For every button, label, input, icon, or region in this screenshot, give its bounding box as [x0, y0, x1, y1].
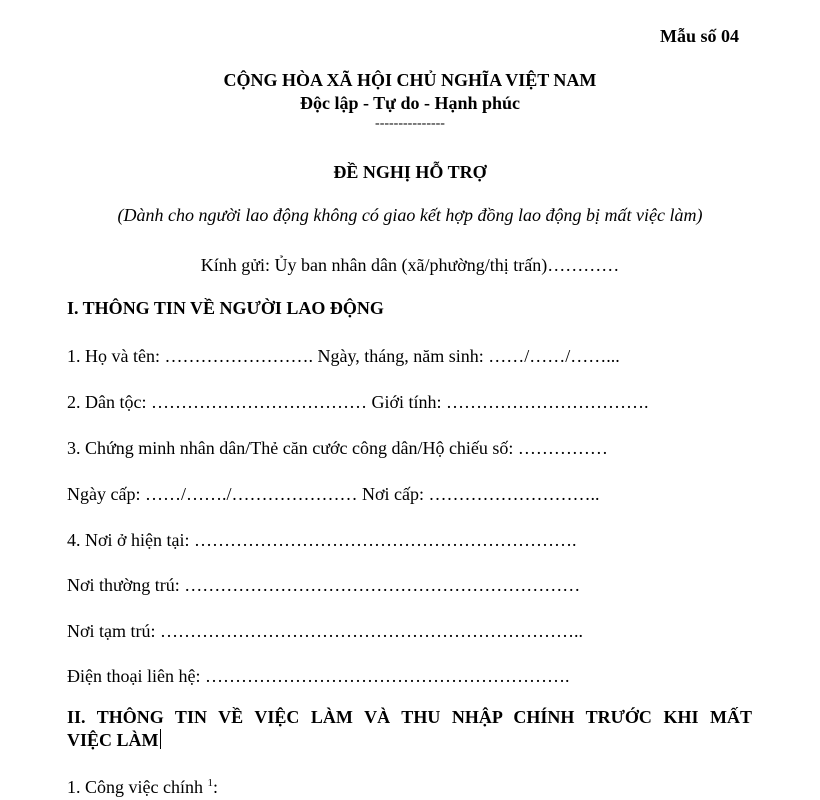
section-2-heading-line2-text: VIỆC LÀM	[67, 730, 159, 750]
header-separator: ---------------	[375, 116, 445, 131]
field-phone[interactable]: Điện thoại liên hệ: …………………………………………………….	[67, 666, 570, 686]
field-id-number[interactable]: 3. Chứng minh nhân dân/Thẻ căn cước công dân/Hộ chiếu số: ……………	[67, 438, 608, 458]
national-motto: Độc lập - Tự do - Hạnh phúc	[299, 93, 521, 113]
document-subtitle: (Dành cho người lao động không có giao kết hợp đồng lao động bị mất việc làm)	[117, 205, 703, 225]
section-2-heading-line2	[67, 729, 752, 752]
section-2-heading-line1: II. THÔNG TIN VỀ VIỆC LÀM VÀ THU NHẬP CHÍNH TRƯỚC KHI MẤT	[67, 707, 752, 727]
field-permanent-residence[interactable]: Nơi thường trú: …………………………………………………………	[67, 575, 581, 595]
field-issue-date-place[interactable]: Ngày cấp: ……/……./………………… Nơi cấp: ………………………..	[67, 484, 600, 504]
main-job-label: 1. Công việc chính	[67, 777, 208, 797]
form-number: Mẫu số 04	[660, 26, 740, 46]
section-2-heading	[67, 706, 752, 752]
field-main-job[interactable]	[67, 777, 218, 798]
section-1-heading: I. THÔNG TIN VỀ NGƯỜI LAO ĐỘNG	[67, 298, 384, 318]
field-temporary-residence[interactable]: Nơi tạm trú: ……………………………………………………………..	[67, 621, 584, 641]
footnote-marker: 1	[207, 777, 213, 789]
national-title: CỘNG HÒA XÃ HỘI CHỦ NGHĨA VIỆT NAM	[223, 70, 597, 90]
addressee-line: Kính gửi: Ủy ban nhân dân (xã/phường/thị trấn)…………	[200, 255, 620, 275]
text-cursor	[160, 729, 161, 749]
field-ethnicity-gender[interactable]: 2. Dân tộc: ……………………………… Giới tính: …………………………….	[67, 392, 649, 412]
document-title: ĐỀ NGHỊ HỖ TRỢ	[333, 162, 487, 182]
main-job-colon: :	[212, 777, 218, 797]
field-full-name-dob[interactable]: 1. Họ và tên: ……………………. Ngày, tháng, năm sinh: ……/……/……...	[67, 346, 620, 366]
field-current-residence[interactable]: 4. Nơi ở hiện tại: ……………………………………………………….	[67, 530, 577, 550]
